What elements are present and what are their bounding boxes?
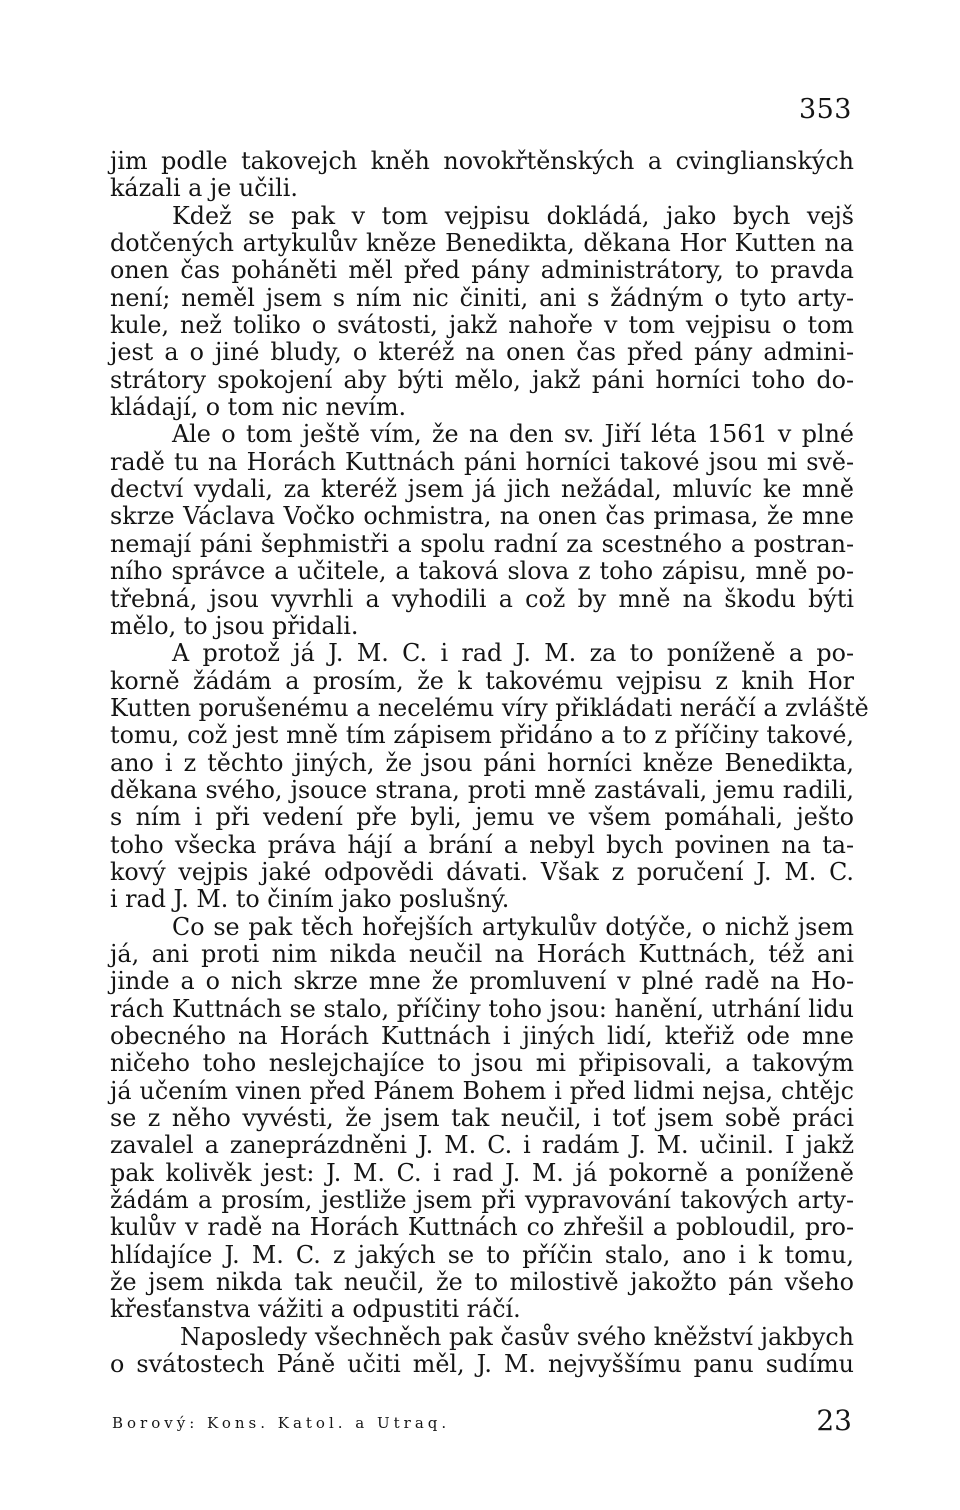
text-line: obecného na Horách Kuttnách i jiných lidí, kteřiž ode mne <box>110 1022 854 1050</box>
text-line: zavalel a zaneprázdněni J. M. C. i radám J. M. učinil. I jakž <box>110 1131 854 1160</box>
text-line: korně žádám a prosím, že k takovému vejpisu z knih Hor <box>110 666 854 695</box>
text-line: jinde a o nich skrze mne že promluvení v plné radě na Ho- <box>110 967 854 996</box>
text-line: onen čas poháněti měl před pány administrátory, to pravda <box>110 256 854 285</box>
text-line: kule, než toliko o svátosti, jakž nahoře v tom vejpisu o tom <box>110 311 854 340</box>
text-line: ního správce a učitele, a taková slova z toho zápisu, mně po- <box>110 557 854 586</box>
text-line: žádám a prosím, jestliže jsem při vypravování takových arty- <box>110 1186 854 1215</box>
body-text <box>110 147 869 1379</box>
text-line: že jsem nikda tak neučil, že to milostivě jakožto pán všeho <box>110 1268 854 1297</box>
text-line: mělo, to jsou přidali. <box>110 611 359 640</box>
text-line: Co se pak těch hořejších artykulův dotýče, o nichž jsem <box>172 912 854 941</box>
text-line: se z něho vyvésti, že jsem tak neučil, i toť jsem sobě práci <box>110 1104 854 1133</box>
text-line: Kdež se pak v tom vejpisu dokládá, jako bych vejš <box>172 201 854 230</box>
text-line: pak kolivěk jest: J. M. C. i rad J. M. já pokorně a poníženě <box>110 1158 854 1187</box>
text-line: o svátostech Páně učiti měl, J. M. nejvyššímu panu sudímu <box>110 1350 854 1379</box>
text-line: A protož já J. M. C. i rad J. M. za to poníženě a po- <box>172 639 854 668</box>
text-line: křesťanstva vážiti a odpustiti ráčí. <box>110 1295 521 1324</box>
text-line: jim podle takovejch kněh novokřtěnských a cvinglianských <box>110 147 854 175</box>
text-line: já, ani proti nim nikda neučil na Horách Kuttnách, též ani <box>110 939 854 968</box>
text-line: kládají, o tom nic nevím. <box>110 393 407 422</box>
text-line: ano i z těchto jiných, že jsou páni horníci kněze Benedikta, <box>110 748 854 777</box>
text-line: děkana svého, jsouce strana, proti mně zastávali, jemu radili, <box>110 775 854 804</box>
text-line: i rad J. M. to činím jako poslušný. <box>110 885 510 914</box>
text-line: kázali a je učili. <box>110 174 298 203</box>
text-line: jest a o jiné bludy, o kteréž na onen čas před pány admini- <box>110 338 854 367</box>
text-line: třebná, jsou vyvrhli a vyhodili a což by mně na škodu býti <box>110 584 854 613</box>
sheet-number: 23 <box>816 1404 852 1437</box>
text-line: Kutten porušenému a necelému víry přikládati neráčí a zvláště <box>110 693 869 722</box>
text-line: dotčených artykulův kněze Benedikta, děkana Hor Kutten na <box>110 229 854 258</box>
text-line: tomu, což jest mně tím zápisem přidáno a to z příčiny takové, <box>110 721 854 750</box>
text-line: toho všecka práva hájí a brání a nebyl bych povinen na ta- <box>110 830 854 859</box>
page-footer <box>112 1404 852 1444</box>
text-line: ničeho toho neslejchajíce to jsou mi připisovali, a takovým <box>110 1049 854 1078</box>
text-line: kový vejpis jaké odpovědi dávati. Však z poručení J. M. C. <box>110 857 854 886</box>
text-line: strátory spokojení aby býti mělo, jakž páni horníci toho do- <box>110 365 854 394</box>
text-line: radě tu na Horách Kuttnách páni horníci takové jsou mi svě- <box>110 447 854 476</box>
text-line: Ale o tom ještě vím, že na den sv. Jiří léta 1561 v plné <box>172 420 854 449</box>
text-line: skrze Václava Vočko ochmistra, na onen čas primasa, že mne <box>110 502 854 531</box>
text-line: já učením vinen před Pánem Bohem i před lidmi nejsa, chtějc <box>110 1076 854 1105</box>
text-line: Naposledy všechněch pak časův svého kněžství jakbych <box>180 1322 854 1351</box>
text-line: není; neměl jsem s ním nic činiti, ani s žádným o tyto arty- <box>110 283 854 312</box>
text-line: s ním i při vedení pře byli, jemu ve všem pomáhali, ješto <box>110 803 854 832</box>
text-line: rách Kuttnách se stalo, příčiny toho jsou: hanění, utrhání lidu <box>110 994 854 1023</box>
text-line: hlídajíce J. M. C. z jakých se to příčin stalo, ano i k tomu, <box>110 1240 854 1269</box>
text-line: kulův v radě na Horách Kuttnách co zhřešil a pobloudil, pro- <box>110 1213 854 1242</box>
printer-signature: Borový: Kons. Katol. a Utraq. <box>112 1414 451 1432</box>
text-line: nemají páni šephmistři a spolu radní za scestného a postran- <box>110 529 854 558</box>
text-line: dectví vydali, za kteréž jsem já jich nežádal, mluvíc ke mně <box>110 475 854 504</box>
page-number: 353 <box>798 94 852 125</box>
